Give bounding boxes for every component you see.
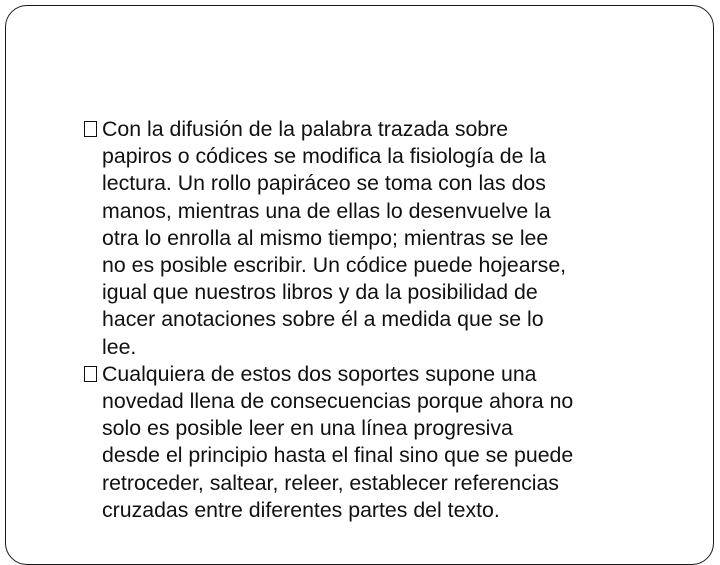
bullet-box-icon (84, 121, 97, 137)
bullet-paragraph-1 (84, 116, 694, 361)
bullet-box-icon (84, 366, 97, 382)
paragraph-text: Cualquiera de estos dos soportes supone una novedad llena de consecuencias porque ahora no solo es posible leer en una línea progresiva desde el principio hasta el final sino que se puede retroceder, saltear, releer, establecer referencias cruzadas entre diferentes partes del texto. (102, 361, 574, 522)
bullet-paragraph-2 (84, 361, 694, 524)
slide-content (84, 116, 694, 524)
paragraph-text: Con la difusión de la palabra trazada sobre papiros o códices se modifica la fisiología de la lectura. Un rollo papiráceo se toma con las dos manos, mientras una de ellas lo desenvuelve la otra lo enrolla al mismo tiempo; mientras se lee no es posible escribir. Un códice puede hojearse, igual que nuestros libros y da la posibilidad de hacer anotaciones sobre él a medida que se lo lee. (102, 117, 567, 359)
